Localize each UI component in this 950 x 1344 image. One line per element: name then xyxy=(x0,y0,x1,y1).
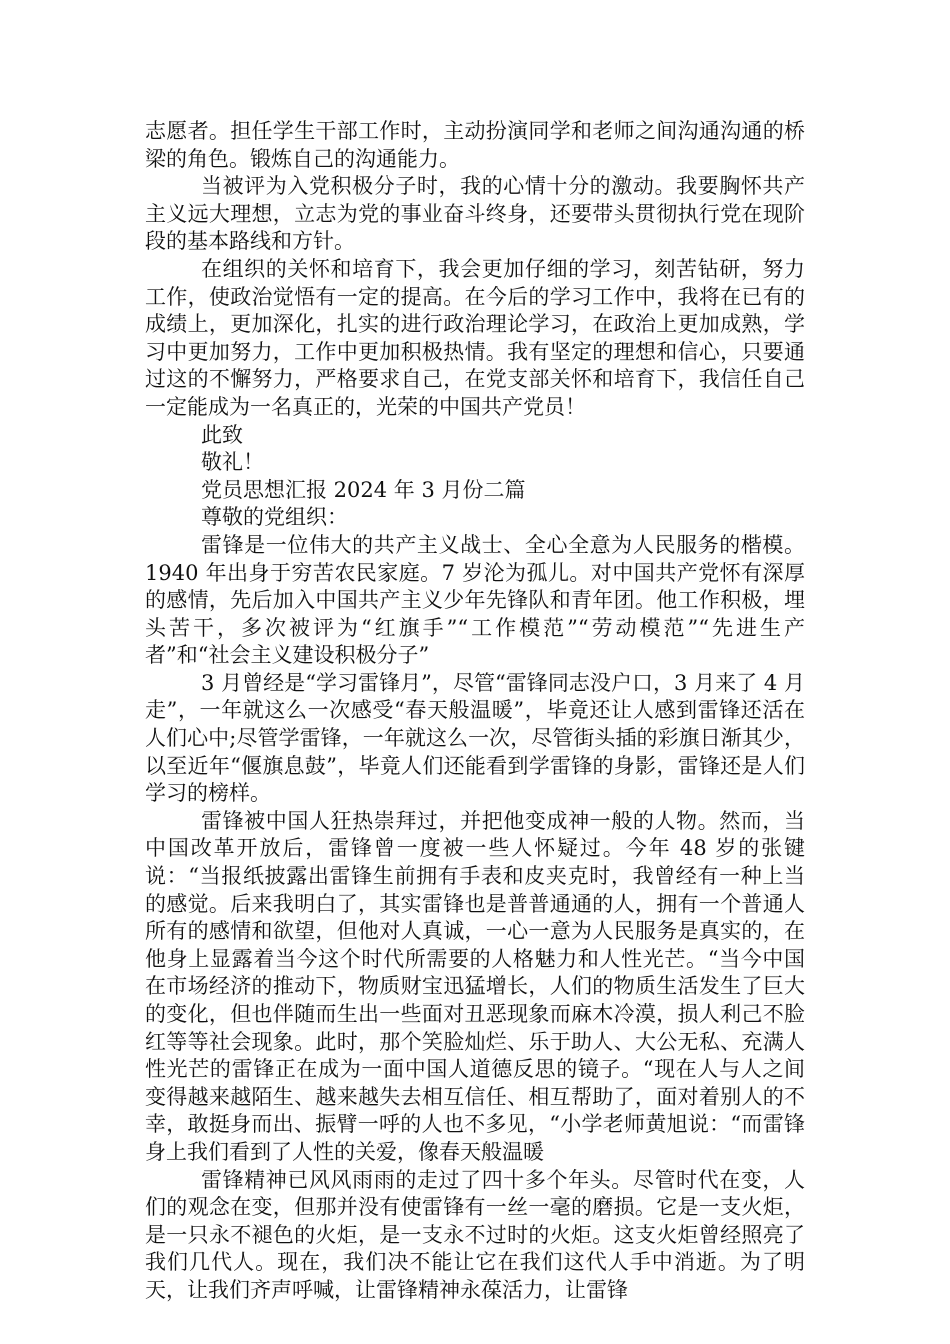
paragraph-activist: 当被评为入党积极分子时，我的心情十分的激动。我要胸怀共产主义远大理想，立志为党的事业奋斗终身，还要带头贯彻执行党在现阶段的基本路线和方针。 xyxy=(145,174,805,254)
section-title: 党员思想汇报 2024 年 3 月份二篇 xyxy=(201,477,526,502)
paragraph-worship: 雷锋被中国人狂热崇拜过，并把他变成神一般的人物。然而，当中国改革开放后，雷锋曾一度被一些人怀疑过。今年 48 岁的张键说：“当报纸披露出雷锋生前拥有手表和皮夹克时，我曾经有一种上当的感觉。后来我明白了，其实雷锋也是普普通通的人，拥有一个普通人所有的感情和欲望，但他对人真诚，一心一意为人民服务是真实的，在他身上显露着当今这个时代所需要的人格魅力和人性光芒。“当今中国在市场经济的推动下，物质财宝迅猛增长，人们的物质生活发生了巨大的变化，但也伴随而生出一些面对丑恶现象而麻木冷漠，损人利己不脸红等等社会现象。此时，那个笑脸灿烂、乐于助人、大公无私、充满人性光芒的雷锋正在成为一面中国人道德反思的镜子。“现在人与人之间变得越来越陌生、越来越失去相互信任、相互帮助了，面对着别人的不幸，敢挺身而出、振臂一呼的人也不多见，“小学老师黄旭说：“而雷锋身上我们看到了人性的关爱，像春天般温暖 xyxy=(145,808,805,1164)
closing-salutation: 此致 xyxy=(201,422,243,447)
closing-regards: 敬礼！ xyxy=(201,450,264,475)
paragraph-march-month: 3 月曾经是“学习雷锋月”，尽管“雷锋同志没户口，3 月来了 4 月走”，一年就这么一次感受“春天般温暖”，毕竟还让人感到雷锋还活在人们心中;尽管学雷锋，一年就这么一次，尽管街头插的彩旗日渐其少，以至近年“偃旗息鼓”，毕竟人们还能看到学雷锋的身影，雷锋还是人们学习的榜样。 xyxy=(145,670,805,806)
paragraph-commitment: 在组织的关怀和培育下，我会更加仔细的学习，刻苦钻研，努力工作，使政治觉悟有一定的提高。在今后的学习工作中，我将在已有的成绩上，更加深化，扎实的进行政治理论学习，在政治上更加成熟，学习中更加努力，工作中更加积极热情。我有坚定的理想和信心，只要通过这的不懈努力，严格要求自己，在党支部关怀和培育下，我信任自己一定能成为一名真正的，光荣的中国共产党员！ xyxy=(145,256,805,419)
greeting: 尊敬的党组织： xyxy=(201,505,348,530)
paragraph-spirit: 雷锋精神已风风雨雨的走过了四十多个年头。尽管时代在变，人们的观念在变，但那并没有使雷锋有一丝一毫的磨损。它是一支火炬，是一只永不褪色的火炬，是一支永不过时的火炬。这支火炬曾经照亮了我们几代人。现在，我们决不能让它在我们这代人手中消逝。为了明天，让我们齐声呼喊，让雷锋精神永葆活力，让雷锋 xyxy=(145,1167,805,1302)
paragraph-lei-feng-intro: 雷锋是一位伟大的共产主义战士、全心全意为人民服务的楷模。1940 年出身于穷苦农民家庭。7 岁沦为孤儿。对中国共产党怀有深厚的感情，先后加入中国共产主义少年先锋队和青年团。他工作积极，埋头苦干，多次被评为“红旗手”“工作模范”“劳动模范”“先进生产者”和“社会主义建设积极分子” xyxy=(145,532,805,668)
paragraph-continuation: 志愿者。担任学生干部工作时，主动扮演同学和老师之间沟通沟通的桥梁的角色。锻炼自己的沟通能力。 xyxy=(145,119,805,171)
document-page xyxy=(145,118,805,1305)
